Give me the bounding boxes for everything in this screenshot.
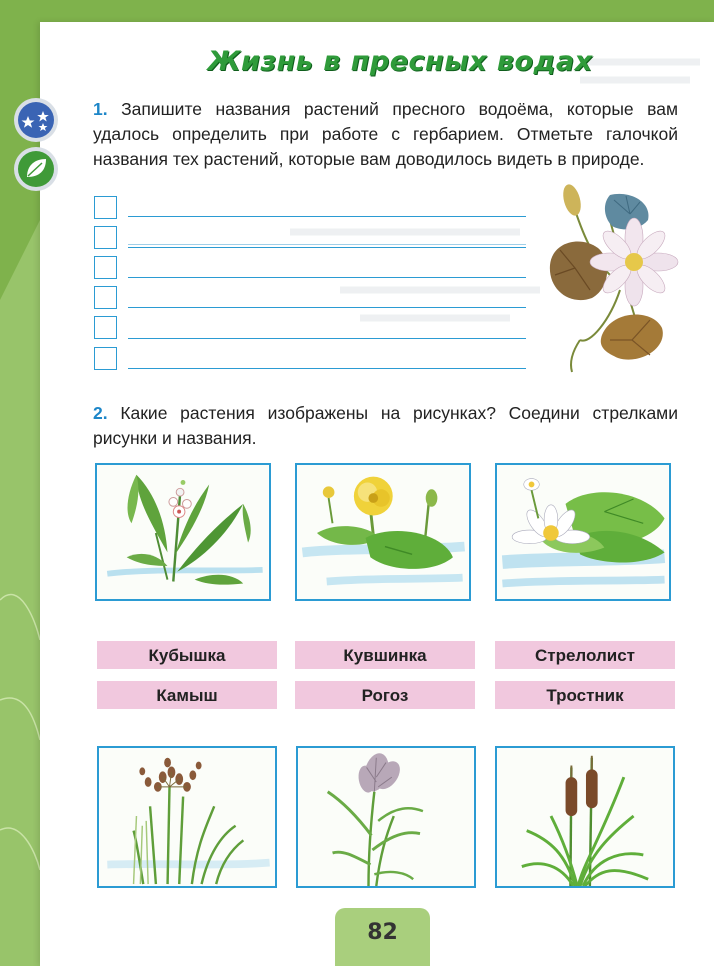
picture-cattail[interactable] [495, 746, 675, 888]
answer-line-3[interactable] [128, 277, 526, 278]
answer-line-4[interactable] [128, 307, 526, 308]
answer-line-1[interactable] [128, 216, 526, 217]
picture-common-reed[interactable] [296, 746, 476, 888]
answer-line-1b [128, 244, 526, 245]
label-kuvshinka[interactable]: Кувшинка [295, 641, 475, 669]
checkbox-2[interactable] [94, 226, 117, 249]
checkbox-1[interactable] [94, 196, 117, 219]
page-number: 82 [367, 920, 398, 945]
task-2-text [93, 401, 678, 451]
arrowhead-plant-image [97, 465, 269, 599]
task-2-instruction: Какие растения изображены на рисунках? Соедини стрелками рисунки и названия. [93, 403, 678, 448]
checkbox-4[interactable] [94, 286, 117, 309]
answer-line-5[interactable] [128, 338, 526, 339]
common-reed-image [298, 748, 474, 886]
checkbox-3[interactable] [94, 256, 117, 279]
task-1-text [93, 97, 678, 172]
white-water-lily-image [497, 465, 669, 599]
page-title: Жизнь в пресных водах [207, 46, 593, 77]
task-1-instruction: Запишите названия растений пресного водоёма, которые вам удалось определить при работе с гербарием. Отметьте галочкой названия тех растений, которые вам доводилось видеть в природе. [93, 99, 678, 169]
checkbox-6[interactable] [94, 347, 117, 370]
label-rogoz[interactable]: Рогоз [295, 681, 475, 709]
answer-line-2[interactable] [128, 247, 526, 248]
task-1-number: 1. [93, 99, 108, 119]
yellow-water-lily-image [297, 465, 469, 599]
picture-bulrush[interactable] [97, 746, 277, 888]
herbarium-water-lily-image [540, 180, 680, 375]
label-kubyshka[interactable]: Кубышка [97, 641, 277, 669]
label-kamysh[interactable]: Камыш [97, 681, 277, 709]
task-2-number: 2. [93, 403, 108, 423]
label-strelolist[interactable]: Стрелолист [495, 641, 675, 669]
picture-yellow-water-lily[interactable] [295, 463, 471, 601]
stars-icon [13, 97, 59, 143]
picture-white-water-lily[interactable] [495, 463, 671, 601]
picture-arrowhead[interactable] [95, 463, 271, 601]
answer-line-6[interactable] [128, 368, 526, 369]
checkbox-5[interactable] [94, 316, 117, 339]
cattail-plant-image [497, 748, 673, 886]
bulrush-plant-image [99, 748, 275, 886]
label-trostnik[interactable]: Тростник [495, 681, 675, 709]
leaf-icon [13, 146, 59, 192]
